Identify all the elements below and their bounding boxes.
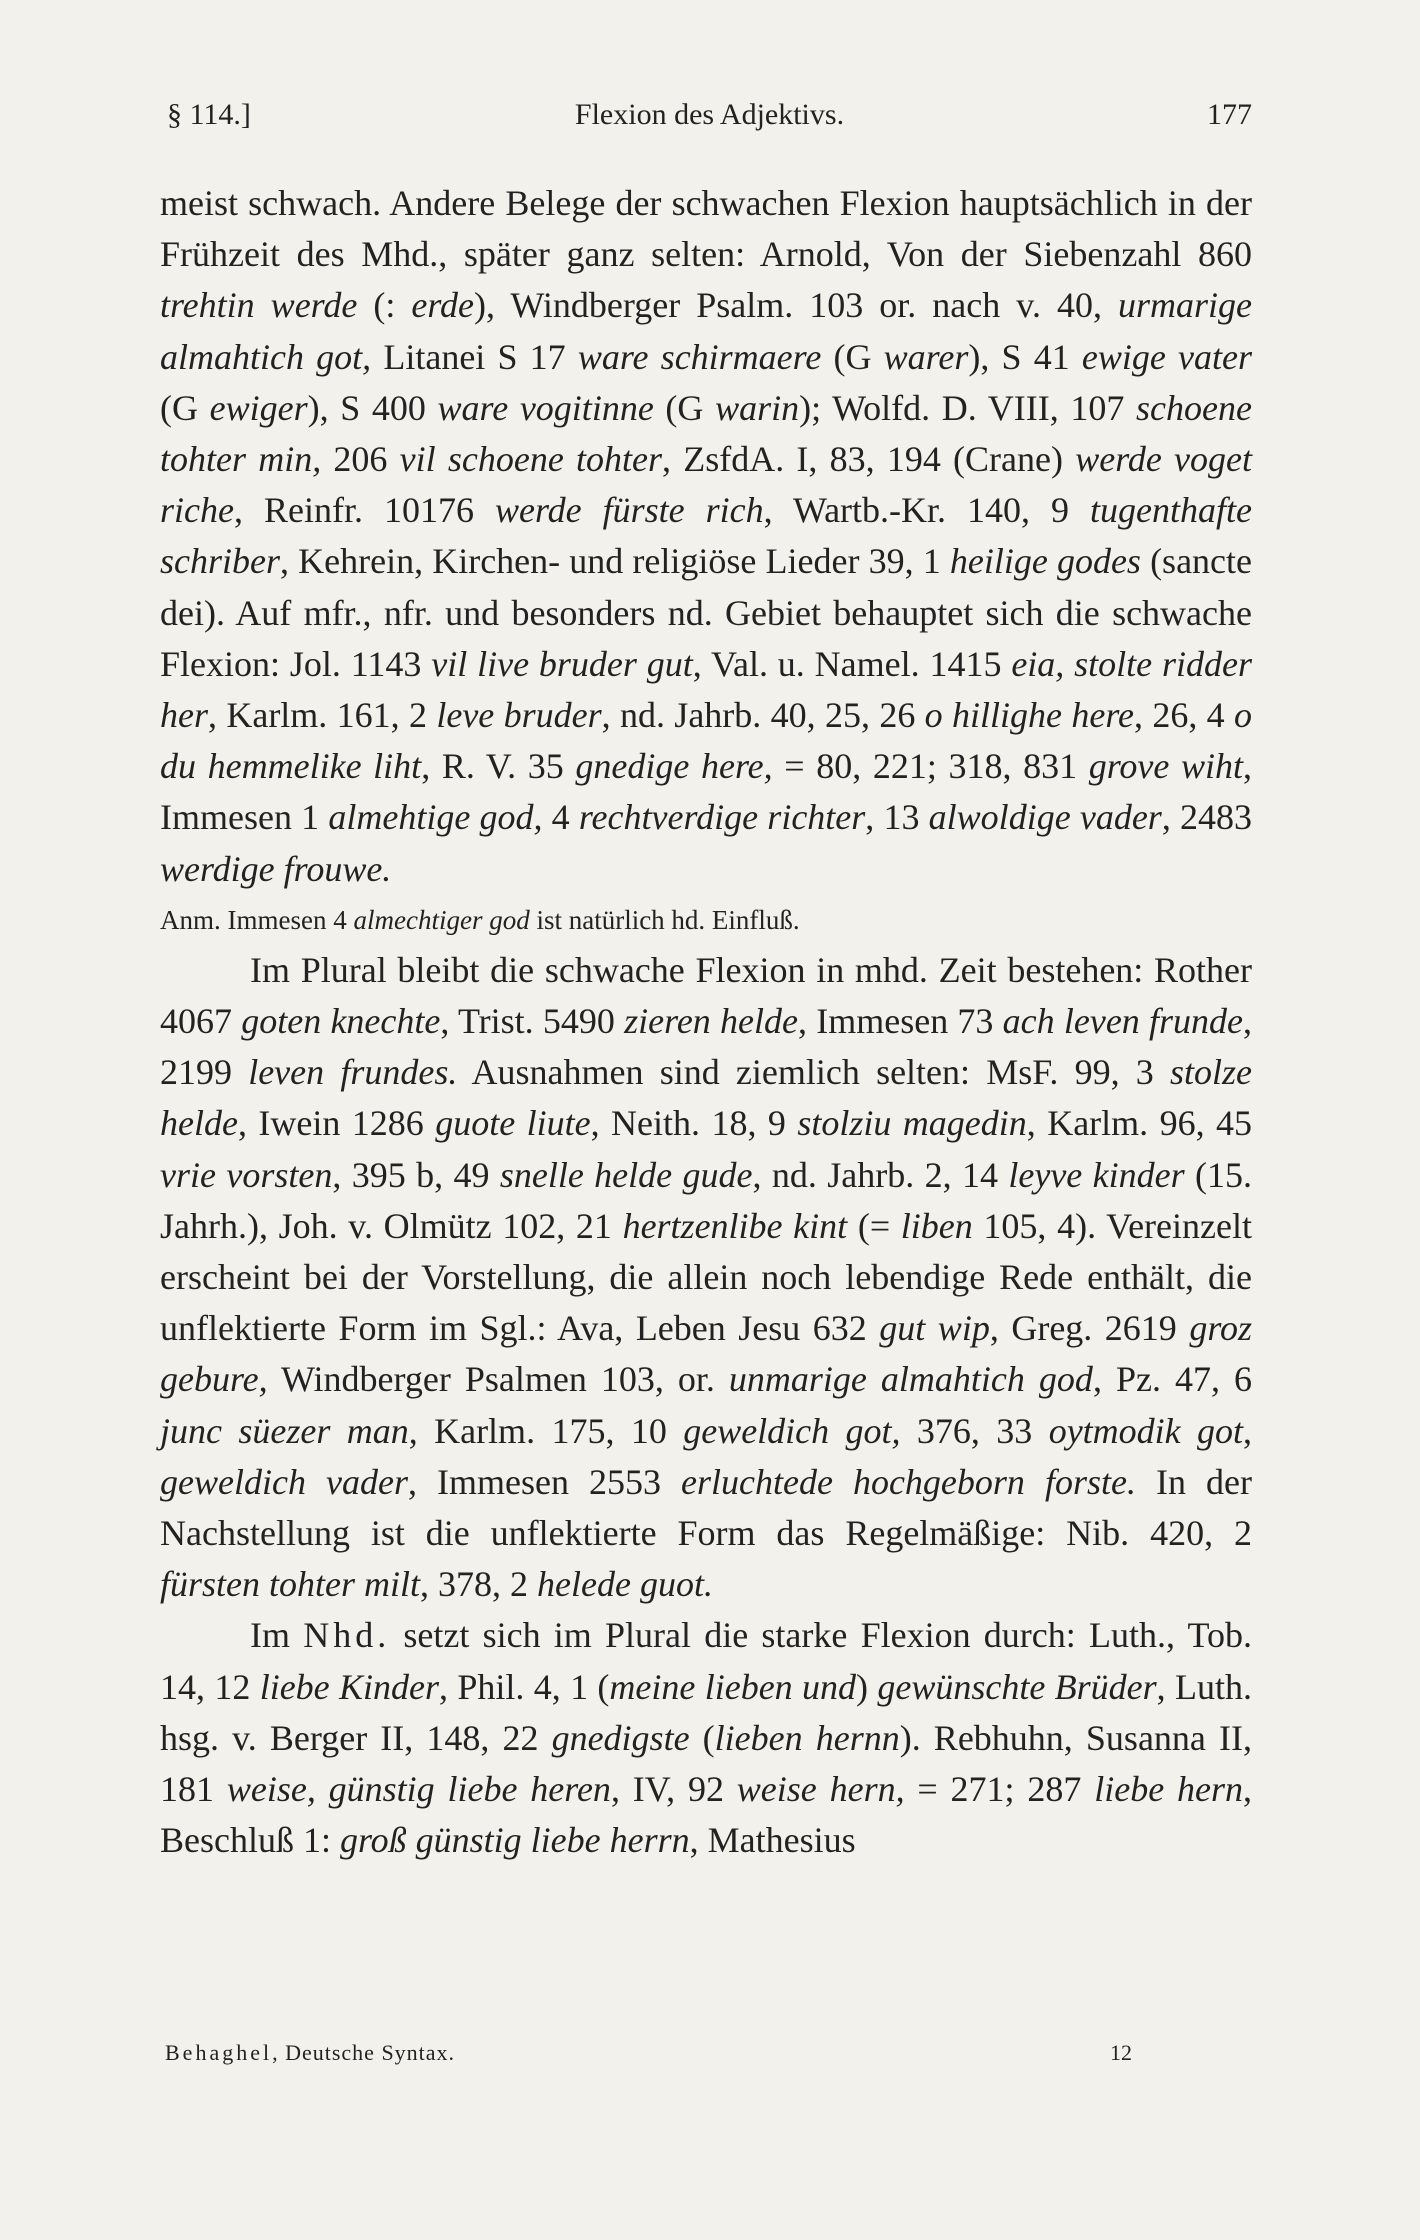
italic-citation: goten knechte [241,1001,441,1042]
text-run: = 271; 287 [904,1769,1095,1810]
italic-citation: vrie vorsten [160,1154,333,1195]
text-run: , nd. Jahrb. 2, 14 [752,1154,1009,1195]
text-run: meist schwach. Andere Belege der schwachen Flexion hauptsächlich in der Frühzeit des Mhd., später ganz selten: Arnold, Von der Siebenzahl 860 [160,183,1252,275]
text-run: , 2483 [1161,797,1253,838]
italic-citation: werdige frouwe. [160,848,392,889]
italic-citation: eia, stolte ridder her [160,643,1252,736]
text-run: , Karlm. 96, 45 [1026,1103,1253,1144]
text-run: ), S 400 [307,387,438,428]
text-run: , Reinfr. 10176 [233,490,495,531]
italic-citation: meine lieben und [609,1666,857,1707]
italic-citation: almechtiger god [353,904,530,935]
italic-citation: junc süezer man [160,1410,409,1451]
italic-citation: ewige vater [1081,336,1252,377]
text-run: , IV, 92 [610,1769,737,1810]
text-run: , Pz. 47, 6 [1092,1359,1252,1400]
italic-citation: schoene tohter min, [160,387,1252,480]
text-run: Ausnahmen sind ziemlich selten: MsF. 99, 3 [457,1052,1170,1093]
italic-citation: o hillighe here [924,695,1134,736]
text-run: , Beschluß 1: [160,1769,1253,1861]
text-run: , 2199 [160,1001,1253,1093]
italic-citation: lieben hernn [714,1717,900,1758]
italic-citation: warin [715,387,800,428]
italic-citation: weise, günstig liebe heren [226,1769,611,1810]
text-run: , Immesen 73 [798,1001,1003,1042]
running-title: Flexion des Adjektivs. [574,98,845,131]
text-run: , Immesen 1 [160,746,1252,838]
footer-book: , Deutsche Syntax. [272,2040,456,2065]
italic-citation: unmarige almahtich god [728,1359,1093,1400]
italic-citation: liebe hern [1094,1769,1244,1810]
text-run: Im [250,1615,304,1656]
text-run: , Phil. 4, 1 ( [439,1666,610,1707]
text-run: , Karlm. 175, 10 [408,1410,684,1451]
text-run: , Iwein 1286 [237,1103,436,1144]
italic-citation: gewünschte Brüder [877,1666,1157,1707]
text-run: = 80, 221; 318, 831 [772,746,1089,787]
italic-citation: werde fürste rich [494,490,764,531]
text-run: (G [653,387,716,428]
text-run: (G [821,336,884,377]
text-run: (15. Jahrh.), Joh. v. Olmütz 102, 21 [160,1154,1252,1246]
text-run: , 395 b, 49 [332,1154,500,1195]
italic-citation: erluchtede hochgeborn forste. [681,1461,1136,1502]
italic-citation: heilige godes [949,541,1141,582]
text-run: , Kehrein, Kirchen- und religiöse Lieder 39, 1 [280,541,950,582]
italic-citation: leve bruder [436,695,602,736]
text-run: , Wartb.-Kr. 140, 9 [763,490,1091,531]
text-run: (sancte dei). Auf mfr., nfr. und besonders nd. Gebiet behauptet sich die schwache Flexion: Jol. 1143 [160,541,1253,684]
paragraph-2 [160,945,1252,1611]
section-reference: § 114.] [167,98,251,131]
text-run: 206 [321,439,400,480]
italic-citation: groz gebure, [160,1308,1253,1400]
text-run: , 13 [865,797,929,838]
text-run: In der Nachstellung ist die unflektierte Form das Regelmäßige: Nib. 420, 2 [160,1461,1252,1554]
text-run: , Neith. 18, 9 [590,1103,798,1144]
text-run: Anm. Immesen 4 [160,904,354,935]
italic-citation: warer [883,336,969,377]
italic-citation: geweldich vader [160,1461,408,1502]
italic-citation: snelle helde gude [499,1154,753,1195]
text-run: Windberger Psalmen 103, or. [267,1359,729,1400]
footer-author: Behaghel [165,2040,273,2065]
italic-citation: hertzenlibe kint [622,1205,848,1246]
annotation-note [160,895,1252,945]
italic-citation: erde [411,285,475,326]
text-run: , Mathesius [689,1820,856,1861]
text-run: ), S 41 [968,336,1082,377]
text-run: Litanei S 17 [371,336,578,377]
text-run: ( [689,1717,715,1758]
text-run: , Greg. 2619 [989,1308,1190,1349]
text-run: ist natürlich hd. Einfluß. [529,904,800,935]
italic-citation: stolziu magedin [797,1103,1027,1144]
text-run: , Immesen 2553 [407,1461,681,1502]
text-run: , nd. Jahrb. 40, 25, 26 [601,695,925,736]
text-run: , Val. u. Namel. 1415 [692,643,1012,684]
text-run: , Karlm. 161, 2 [208,695,437,736]
italic-citation: ach leven frunde [1002,1001,1244,1042]
italic-citation: leven frundes. [248,1052,458,1093]
page-footer [165,2040,1132,2080]
italic-citation: almehtige god, [328,797,543,838]
italic-citation: oytmodik got [1048,1410,1244,1451]
italic-citation: ware vogitinne [437,387,654,428]
text-run: (: [357,285,412,326]
text-run: , Luth. hsg. v. Berger II, 148, 22 [160,1666,1253,1758]
text-run: , 378, 2 [420,1564,537,1605]
italic-citation: grove wiht [1088,746,1243,787]
italic-citation: guote liute [435,1103,591,1144]
italic-citation: gnedige here, [575,746,773,787]
text-run: , [1243,1410,1253,1451]
italic-citation: ewiger [209,387,308,428]
text-run: (G [160,387,210,428]
italic-citation: geweldich got, [683,1410,901,1451]
italic-citation: stolze helde [160,1052,1253,1144]
italic-citation: liebe Kinder [259,1666,440,1707]
italic-citation: trehtin werde [160,285,358,326]
italic-citation: groß günstig liebe herrn [339,1820,690,1861]
italic-citation: gut wip [879,1308,990,1349]
text-run: (= [847,1205,901,1246]
italic-citation: fürsten tohter milt [160,1564,420,1605]
text-run: , 26, 4 [1133,695,1235,736]
spaced-term: Nhd. [303,1615,391,1656]
italic-citation: liben [900,1205,973,1246]
body-text [160,178,1252,1867]
italic-citation: urmarige almahtich got, [160,285,1252,377]
italic-citation: ware schirmaere [577,336,822,377]
footer-source [165,2040,455,2066]
paragraph-3 [160,1610,1252,1866]
italic-citation: gnedigste [551,1717,690,1758]
italic-citation: vil live bruder gut [431,643,693,684]
text-run: ). Rebhuhn, Susanna II, 181 [160,1717,1252,1810]
italic-citation: o du hemmelike liht [160,695,1253,787]
text-run: ); Wolfd. D. VIII, 107 [799,387,1137,428]
text-run: 376, 33 [900,1410,1049,1451]
italic-citation: rechtverdige richter [578,797,866,838]
italic-citation: alwoldige vader [928,797,1162,838]
italic-citation: zieren helde [624,1001,798,1042]
signature-mark: 12 [1110,2040,1132,2065]
text-run: setzt sich im Plural die starke Flexion durch: Luth., Tob. 14, 12 [160,1615,1252,1707]
text-run: , R. V. 35 [421,746,576,787]
italic-citation: tugenthafte schriber [160,490,1253,582]
text-run: 105, 4). Vereinzelt erscheint bei der Vorstellung, die allein noch lebendige Rede enthält, die unflektierte Form im Sgl.: Ava, Leben Jesu 632 [160,1205,1252,1349]
italic-citation: werde voget riche [160,439,1253,531]
italic-citation: leyve kinder [1008,1154,1185,1195]
text-run: ) [856,1666,878,1707]
italic-citation: helede guot. [537,1564,713,1605]
running-header [167,98,1252,148]
italic-citation: vil schoene tohter [399,439,663,480]
text-run: Im Plural bleibt die schwache Flexion in mhd. Zeit bestehen: Rother 4067 [160,949,1252,1042]
italic-citation: weise hern, [736,1769,905,1810]
page-number: 177 [1207,98,1252,131]
text-run: 4 [542,797,579,838]
paragraph-1 [160,178,1252,895]
text-run: , Trist. 5490 [440,1001,625,1042]
text-run: ), Windberger Psalm. 103 or. nach v. 40, [474,285,1118,326]
text-run: , ZsfdA. I, 83, 194 (Crane) [662,439,1076,480]
